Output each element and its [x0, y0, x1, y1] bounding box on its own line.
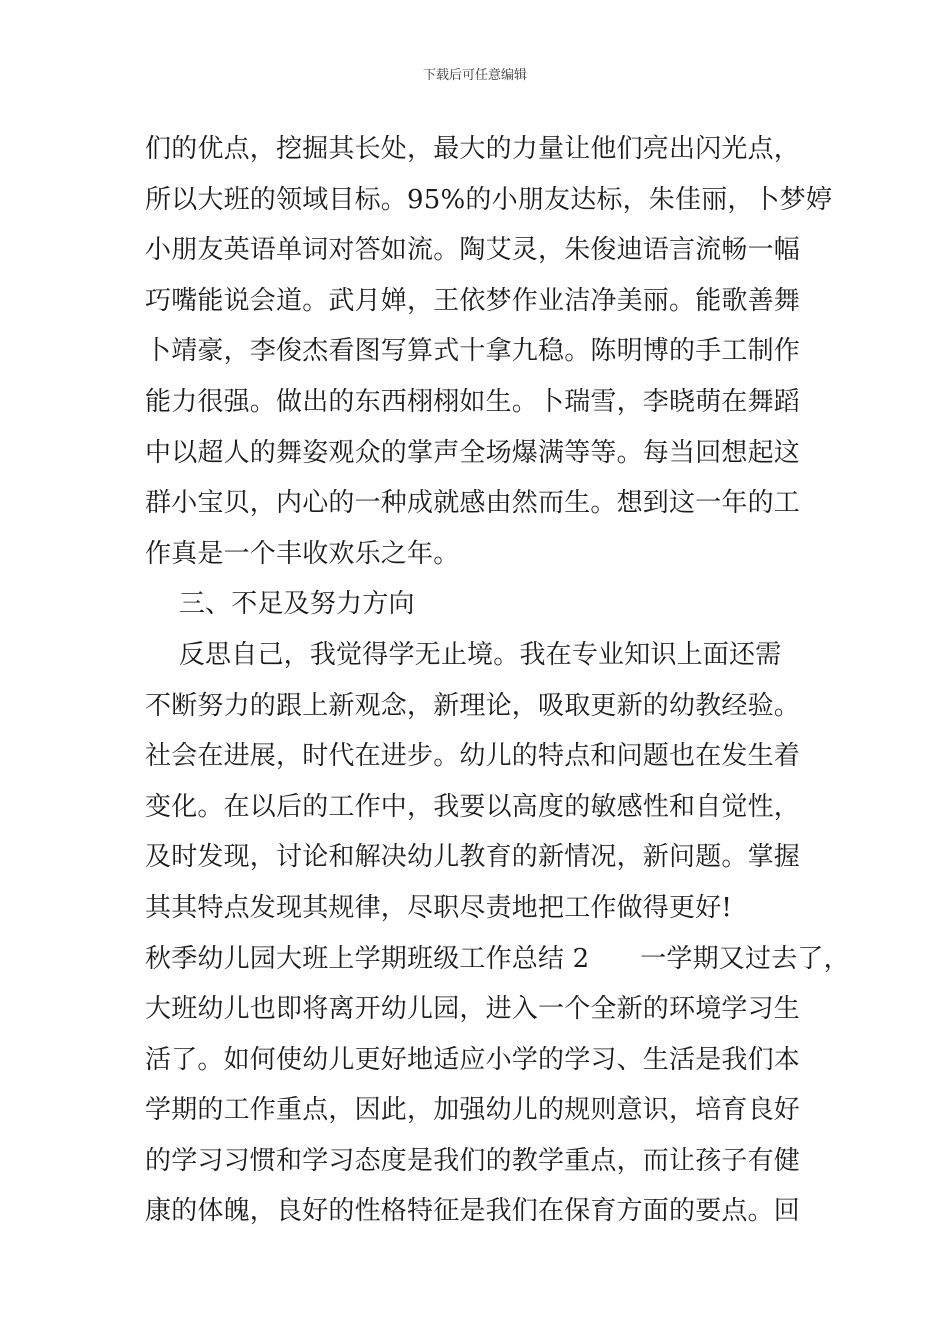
page-header: 下载后可任意编辑: [422, 68, 527, 83]
document-title-line: 秋季幼儿园大班上学期班级工作总结 2 一学期又过去了，: [145, 943, 850, 974]
text-line: 小朋友英语单词对答如流。陶艾灵，朱俊迪语言流畅一幅: [145, 235, 801, 266]
text-line: 活了。如何使幼儿更好地适应小学的学习、生活是我们本: [145, 1044, 801, 1075]
text-line: 所以大班的领域目标。95%的小朋友达标，朱佳丽，卜梦婷: [145, 184, 833, 215]
text-line: 能力很强。做出的东西栩栩如生。卜瑞雪，李晓萌在舞蹈: [145, 386, 801, 417]
text-line: 变化。在以后的工作中，我要以高度的敏感性和自觉性，: [145, 791, 801, 822]
text-line: 们的优点，挖掘其长处，最大的力量让他们亮出闪光点，: [145, 134, 801, 164]
text-line: 巧嘴能说会道。武月婵，王依梦作业洁净美丽。能歌善舞: [145, 285, 801, 316]
text-line: 中以超人的舞姿观众的掌声全场爆满等等。每当回想起这: [145, 437, 801, 468]
text-line: 不断努力的跟上新观念，新理论，吸取更新的幼教经验。: [145, 690, 801, 721]
text-line: 反思自己，我觉得学无止境。我在专业知识上面还需: [145, 639, 782, 670]
text-line: 及时发现，讨论和解决幼儿教育的新情况，新问题。掌握: [145, 842, 801, 873]
text-line: 社会在进展，时代在进步。幼儿的特点和问题也在发生着: [145, 741, 801, 772]
text-line: 学期的工作重点，因此，加强幼儿的规则意识，培育良好: [145, 1095, 801, 1126]
text-line: 其其特点发现其规律，尽职尽责地把工作做得更好!: [145, 892, 733, 923]
section-heading: 三、不足及努力方向: [145, 589, 415, 620]
text-line: 群小宝贝，内心的一种成就感由然而生。想到这一年的工: [145, 488, 801, 519]
document-body: [145, 124, 850, 1237]
text-line: 康的体魄，良好的性格特征是我们在保育方面的要点。回: [145, 1196, 801, 1227]
text-line: 作真是一个丰收欢乐之年。: [145, 538, 460, 569]
text-line: 大班幼儿也即将离开幼儿园，进入一个全新的环境学习生: [145, 994, 801, 1025]
text-line: 的学习习惯和学习态度是我们的教学重点，而让孩子有健: [145, 1145, 801, 1176]
text-line: 卜靖豪，李俊杰看图写算式十拿九稳。陈明博的手工制作: [145, 336, 801, 367]
